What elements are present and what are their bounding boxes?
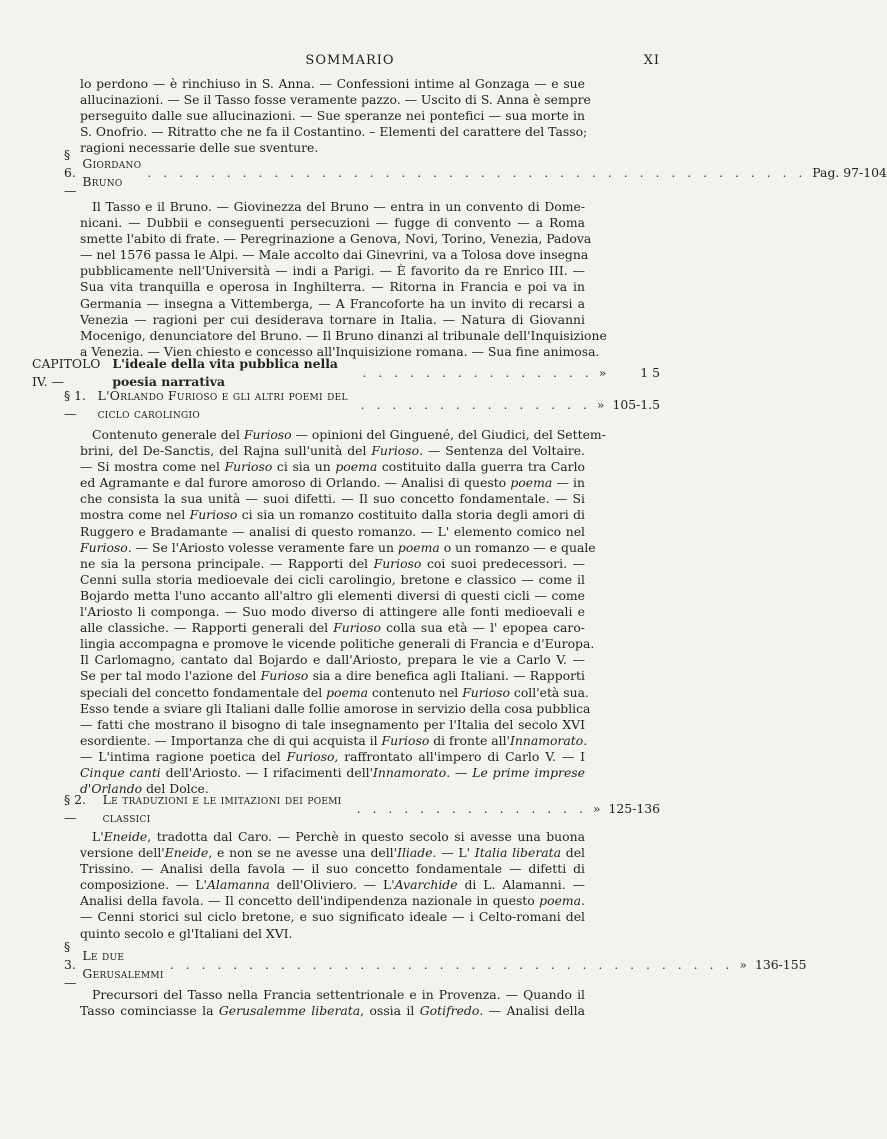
dot-leader: . . . . . . . . . . . . . . .	[356, 801, 587, 816]
text-line: lingia accompagna e promove le vicende politiche generali di Francia e d'Europa.	[80, 636, 595, 652]
page-range: Pag. 97-104	[812, 165, 887, 180]
summary-paragraph-bruno	[80, 199, 607, 360]
running-title: SOMMARIO	[305, 53, 395, 68]
text-line: ragioni necessarie delle sue sventure.	[80, 140, 319, 156]
toc-entry-chapter-4	[32, 356, 660, 389]
ditto-marker: »	[592, 801, 601, 816]
text-line: brini, del De-Sanctis, del Rajna sull'unità del Furioso. — Sentenza del Voltaire.	[80, 443, 585, 459]
text-line: Tasso cominciasse la Gerusalemme liberata, ossia il Gotifredo. — Analisi della	[80, 1003, 585, 1019]
text-line: Bojardo metta l'uno accanto all'altro gli elementi diversi di questi cicli — come	[80, 587, 585, 603]
text-line: Il Carlomagno, cantato dal Bojardo e dall'Ariosto, prepara le vie a Carlo V. —	[80, 652, 585, 668]
text-line: l'Ariosto li componga. — Suo modo diverso di attingere alle fonti medioevali e	[80, 604, 585, 620]
running-head	[0, 50, 700, 70]
section-title: Le traduzioni e le imitazioni dei poemi classici	[102, 792, 342, 825]
text-line: Cinque canti dell'Ariosto. — I rifacimenti dell'Innamorato. — Le prime imprese	[80, 764, 585, 780]
page-range: 105-1.5	[612, 397, 660, 412]
text-line: d'Orlando del Dolce.	[80, 781, 209, 797]
section-title: Le due Gerusalemmi	[82, 948, 164, 981]
text-line: ne sia la persona principale. — Rapporti del Furioso coi suoi predecessori. —	[80, 555, 585, 571]
summary-paragraph-traduzioni	[80, 829, 585, 942]
text-line: Precursori del Tasso nella Francia settentrionale e in Provenza. — Quando il	[92, 987, 585, 1002]
page-range: 136-155	[754, 957, 807, 972]
text-line: — L'intima ragione poetica del Furioso, raffrontato all'impero di Carlo V. — I	[80, 748, 586, 764]
summary-paragraph-gerusalemmi	[80, 987, 585, 1019]
chapter-title: L'ideale della vita pubblica nella poesia narrativa	[112, 356, 338, 389]
text-line: Furioso. — Se l'Ariosto volesse veramente fare un poema o un romanzo — e quale	[80, 539, 596, 555]
ditto-marker: »	[596, 397, 605, 412]
toc-entry-section-3	[64, 939, 807, 990]
text-line: Il Tasso e il Bruno. — Giovinezza del Bruno — entra in un convento di Dome-	[92, 199, 585, 214]
chapter-label: CAPITOLO IV. —	[32, 356, 101, 389]
summary-paragraph-furioso	[80, 427, 606, 797]
text-line: versione dell'Eneide, e non se ne avesse una dell'Iliade. — L' Italia liberata del	[80, 845, 585, 861]
section-number: § 2. —	[64, 792, 86, 825]
dot-leader: . . . . . . . . . . . . . . . . . . . . . . . . . . . . . . . . . . . .	[169, 957, 734, 972]
text-line: Analisi della favola. — Il concetto dell'indipendenza nazionale in questo poema.	[80, 893, 585, 909]
text-line: speciali del concetto fondamentale del poema contenuto nel Furioso coll'età sua.	[80, 684, 589, 700]
text-line: Ruggero e Bradamante — analisi di questo romanzo. — L' elemento comico nel	[80, 523, 585, 539]
text-line: pubblicamente nell'Università — indi a Parigi. — È favorito da re Enrico III. —	[80, 263, 585, 279]
text-line: Sua vita tranquilla e operosa in Inghilterra. — Ritorna in Francia e poi va in	[80, 279, 585, 295]
text-line: S. Onofrio. — Ritratto che ne fa il Costantino. – Elementi del carattere del Tasso;	[80, 124, 588, 140]
text-line: Se per tal modo l'azione del Furioso sia a dire benefica agli Italiani. — Rapporti	[80, 668, 585, 684]
section-number: § 1. —	[64, 388, 86, 421]
page-range: 1 5	[640, 365, 660, 380]
page-number: XI	[643, 53, 660, 68]
text-line: lo perdono — è rinchiuso in S. Anna. — Confessioni intime al Gonzaga — e sue	[80, 76, 585, 91]
dot-leader: . . . . . . . . . . . . . . . . . . . . . . . . . . . . . . . . . . . . . . . . . .	[147, 165, 807, 180]
text-line: Venezia — ragioni per cui desiderava tornare in Italia. — Natura di Giovanni	[80, 311, 585, 327]
dot-leader: . . . . . . . . . . . . . . .	[362, 365, 593, 380]
text-line: Contenuto generale del Furioso — opinioni del Ginguené, del Giudici, del Settem-	[92, 427, 606, 442]
toc-entry-section-2	[64, 792, 660, 825]
text-line: — Si mostra come nel Furioso ci sia un poema costituito dalla guerra tra Carlo	[80, 459, 585, 475]
section-title: L'Orlando Furioso e gli altri poemi del ciclo carolingio	[97, 388, 348, 421]
text-line: Germania — insegna a Vittemberga, — A Francoforte ha un invito di recarsi a	[80, 295, 585, 311]
text-line: che consista la sua unità — suoi difetti. — Il suo concetto fondamentale. — Si	[80, 491, 585, 507]
text-line: perseguito dalle sue allucinazioni. — Sue speranze nei pontefici — sua morte in	[80, 108, 585, 124]
page-range: 125-136	[608, 801, 660, 816]
text-line: alle classiche. — Rapporti generali del Furioso colla sua età — l' epopea caro-	[80, 620, 585, 636]
dot-leader: . . . . . . . . . . . . . . .	[360, 397, 591, 412]
text-line: ed Agramante e dal furore amoroso di Orlando. — Analisi di questo poema — in	[80, 475, 585, 491]
section-number: § 3. —	[64, 939, 77, 990]
text-line: L'Eneide, tradotta dal Caro. — Perchè in questo secolo si avesse una buona	[92, 829, 585, 844]
text-line: — fatti che mostrano il bisogno di tale insegnamento per l'Italia del secolo XVI	[80, 716, 585, 732]
text-line: — nel 1576 passa le Alpi. — Male accolto dai Ginevrini, va a Tolosa dove insegna	[80, 247, 589, 263]
text-line: Esso tende a sviare gli Italiani dalle follie amorose in servizio della cosa pubblica	[80, 700, 591, 716]
text-line: Cenni sulla storia medioevale dei cicli carolingio, bretone e classico — come il	[80, 571, 585, 587]
text-line: smette l'abito di frate. — Peregrinazione a Genova, Novi, Torino, Venezia, Padova	[80, 231, 592, 247]
toc-entry-section-1	[64, 388, 660, 421]
ditto-marker: »	[598, 365, 607, 380]
text-line: a Venezia. — Vien chiesto e concesso all'Inquisizione romana. — Sua fine animosa.	[80, 343, 600, 359]
text-line: Mocenigo, denunciatore del Bruno. — Il Bruno dinanzi al tribunale dell'Inquisizione	[80, 327, 607, 343]
text-line: allucinazioni. — Se il Tasso fosse veramente pazzo. — Uscito di S. Anna è sempre	[80, 92, 591, 108]
text-line: esordiente. — Importanza che di qui acquista il Furioso di fronte all'Innamorato.	[80, 732, 588, 748]
text-line: quinto secolo e gl'Italiani del XVI.	[80, 925, 293, 941]
text-line: nicani. — Dubbii e conseguenti persecuzioni — fugge di convento — a Roma	[80, 215, 585, 231]
text-line: composizione. — L'Alamanna dell'Oliviero. — L'Avarchide di L. Alamanni. —	[80, 877, 586, 893]
text-line: mostra come nel Furioso ci sia un romanzo costituito dalla storia degli amori di	[80, 507, 585, 523]
summary-paragraph-tasso	[80, 76, 591, 156]
ditto-marker: »	[739, 957, 747, 972]
text-line: Trissino. — Analisi della favola — il suo concetto fondamentale — difetti di	[80, 861, 585, 877]
text-line: — Cenni storici sul ciclo bretone, e suo significato ideale — i Celto-romani del	[80, 909, 585, 925]
section-title: Giordano Bruno	[82, 156, 142, 189]
section-number: § 6. —	[64, 147, 77, 198]
